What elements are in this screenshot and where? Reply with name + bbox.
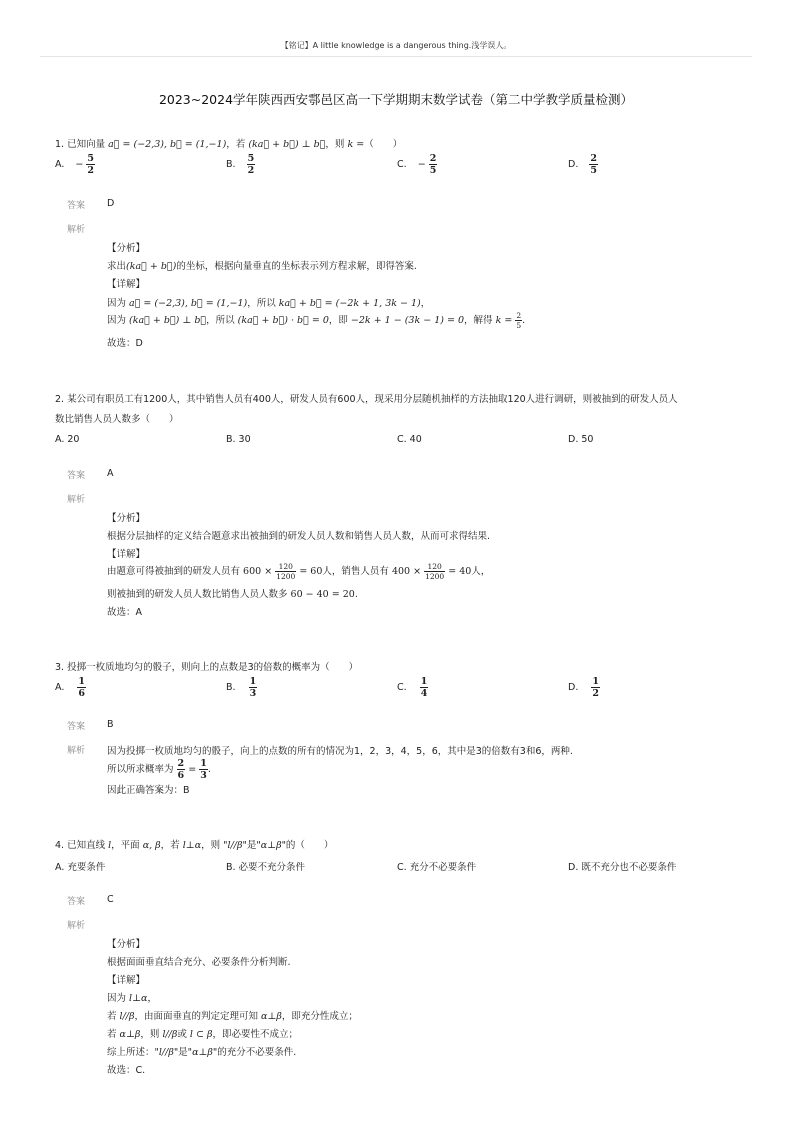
q1-analysis-line4 [107,311,525,330]
math: l [108,840,112,851]
q4-analysis-line3 [107,990,157,1004]
fraction-denominator: 6 [177,770,185,781]
text: ，则 [201,840,221,851]
fraction-denominator: 1200 [425,572,445,581]
q4-analysis-label: 解析 [67,921,86,931]
q2-option-c[interactable]: C. 40 [397,434,422,445]
q3-option-a[interactable] [55,676,86,699]
text: ， [147,993,157,1004]
q2-option-d[interactable]: D. 50 [568,434,594,445]
fraction-numerator: 5 [87,153,95,164]
q4-analysis-line1: 根据面面垂直结合充分、必要条件分析判断. [107,957,291,968]
option-sign: − [75,159,84,170]
text: 因为 [107,298,127,309]
math: l//β [162,1029,178,1040]
q2-analysis-line4 [107,586,358,600]
text: "是" [173,1047,193,1058]
q3-analysis-conclusion: 因此正确答案为：B [107,785,190,796]
fraction-numerator: 120 [275,562,296,572]
math: 60 − 40 = 20 [290,589,355,600]
q3-stem: 3. 投掷一枚质地均匀的骰子，则向上的点数是3的倍数的概率为（ ） [55,662,359,673]
text: ，即必要性不成立； [212,1029,298,1040]
option-fraction [249,676,258,699]
fraction-numerator: 1 [592,676,599,687]
text: ， [420,298,431,309]
q2-analysis-line1: 根据分层抽样的定义结合题意求出被抽到的研发人员人数和销售人员人数，从而可求得结果. [107,531,491,542]
q1-analysis-head2: 【详解】 [107,279,146,290]
math: α⊥β [119,1029,141,1040]
math: l//β [119,1011,135,1022]
math: k = [495,315,513,326]
q4-answer-label: 答案 [67,897,86,907]
q2-answer-value: A [107,468,114,479]
q1-stem-mid: ，若 [226,139,246,150]
math: l//β [158,1047,174,1058]
q4-analysis-line6 [107,1044,296,1058]
option-letter: A. [55,682,65,693]
option-fraction [86,153,95,176]
q1-stem-math2: (ka⃗ + b⃗) ⊥ b⃗ [248,139,326,150]
q3-answer-label: 答案 [67,722,86,732]
q2-analysis-line3 [107,562,490,581]
text: 所以所求概率为 [107,764,174,775]
math: −2k + 1 − (3k − 1) = 0 [350,315,465,326]
text: 综上所述：" [107,1047,159,1058]
option-letter: B. [226,159,236,170]
q1-analysis-label: 解析 [67,225,86,235]
math-fraction [199,758,208,781]
fraction-denominator: 4 [420,688,428,699]
q2-stem-line1: 2. 某公司有职员工有1200人，其中销售人员有400人，研发人员有600人，现采用分层随机抽样的方法抽取120人进行调研，则被抽到的研发人员人 [55,394,678,405]
q3-analysis-line2 [107,758,211,781]
q2-analysis-conclusion: 故选：A [107,607,142,618]
text: 4. 已知直线 [55,840,106,851]
option-letter: C. [397,682,407,693]
fraction-denominator: 6 [78,688,86,699]
q4-analysis-line5 [107,1026,298,1040]
q3-option-d[interactable] [568,676,600,699]
q3-answer-value: B [107,719,114,730]
text: ，即充分性成立； [281,1011,358,1022]
math: 400 × [391,566,422,577]
text: 的坐标，根据向量垂直的坐标表示列方程求解，即得答案. [176,261,417,272]
q4-analysis-conclusion: 故选：C. [107,1065,146,1076]
option-fraction [591,676,600,699]
math: α, β [142,840,161,851]
q4-option-d[interactable]: D. 既不充分也不必要条件 [568,862,677,873]
math: = 40 [448,566,472,577]
q4-answer-value: C [107,894,114,905]
fraction-numerator: 2 [590,153,597,164]
math: ka⃗ + b⃗ = (−2k + 1, 3k − 1) [278,298,421,309]
text: ，即 [328,315,348,326]
q1-stem-prefix: 1. 已知向量 [55,139,106,150]
q2-analysis-label: 解析 [67,495,86,505]
option-letter: C. [397,159,407,170]
math-fraction [275,562,296,581]
text: 人， [471,566,491,577]
q1-option-a[interactable] [55,153,95,176]
math: l//β [227,840,243,851]
q1-analysis-line1 [107,258,417,272]
text: 若 [107,1029,117,1040]
math: l ⊂ β [189,1029,213,1040]
q1-option-c[interactable] [397,153,437,176]
q1-option-b[interactable] [226,153,255,176]
fraction-denominator: 5 [429,165,437,176]
math: (ka⃗ + b⃗) ⊥ b⃗ [129,315,207,326]
option-fraction [77,676,86,699]
fraction-numerator: 1 [420,676,428,687]
q4-stem [55,837,333,851]
q4-option-c[interactable]: C. 充分不必要条件 [397,862,477,873]
math: (ka⃗ + b⃗) [126,261,177,272]
math: = 60 [299,566,323,577]
text: " [223,840,228,851]
q4-option-a[interactable]: A. 充要条件 [55,862,106,873]
text: . [522,315,526,326]
text: . [207,764,211,775]
q3-analysis-label: 解析 [67,746,86,756]
fraction-denominator: 5 [590,165,597,176]
q1-option-d[interactable] [568,153,598,176]
q3-option-c[interactable] [397,676,428,699]
text: 由题意可得被抽到的研发人员有 [107,566,241,577]
text: 人，销售人员有 [322,566,389,577]
fraction-numerator: 1 [200,758,207,769]
fraction-denominator: 5 [516,321,522,330]
text: ，则 [140,1029,160,1040]
fraction-denominator: 1200 [276,572,296,581]
q3-option-b[interactable] [226,676,257,699]
q1-stem-tail: （ ） [364,139,403,150]
header-motto: 【铭记】A little knowledge is a dangerous thing.浅学误人。 [280,41,512,50]
option-sign: − [417,159,426,170]
q1-stem-math3: k = [347,139,365,150]
fraction-denominator: 2 [592,688,599,699]
option-fraction [589,153,598,176]
page-title: 2023~2024学年陕西西安鄠邑区高一下学期期末数学试卷（第二中学教学质量检测） [158,92,634,107]
q1-answer-label: 答案 [67,201,86,211]
text: ，若 [160,840,180,851]
text: ，由面面垂直的判定定理可知 [134,1011,258,1022]
fraction-denominator: 2 [87,165,95,176]
fraction-denominator: 2 [247,165,255,176]
math: = [188,764,197,775]
option-letter: B. [226,682,236,693]
text: ，所以 [247,298,276,309]
q1-answer-value: D [107,198,115,209]
q2-stem-line2: 数比销售人员人数多（ ） [55,414,179,425]
text: "的（ ） [281,840,334,851]
q1-stem-math: a⃗ = (−2,3), b⃗ = (1,−1) [108,139,227,150]
header-divider [40,56,752,57]
fraction-numerator: 2 [177,758,185,769]
text: 若 [107,1011,117,1022]
q2-option-a[interactable]: A. 20 [55,434,80,445]
fraction-numerator: 2 [516,311,522,320]
text: 求出 [107,261,127,272]
option-fraction [420,676,429,699]
math: a⃗ = (−2,3), b⃗ = (1,−1) [129,298,248,309]
fraction-numerator: 120 [424,562,445,572]
q3-analysis-line1: 因为投掷一枚质地均匀的骰子，向上的点数的所有的情况为1，2，3，4，5，6，其中是3的倍数有3和6，两种. [107,746,573,757]
q1-analysis-conclusion: 故选：D [107,338,143,349]
q4-analysis-line4 [107,1008,358,1022]
fraction-denominator: 3 [200,770,207,781]
text: ，平面 [111,840,140,851]
text: "是" [242,840,261,851]
text: 则被抽到的研发人员人数比销售人员人数多 [107,589,288,600]
option-letter: D. [568,159,579,170]
text: "的充分不必要条件. [212,1047,297,1058]
math: α⊥β [260,840,282,851]
option-fraction [247,153,256,176]
math: l⊥α [182,840,202,851]
text: ，所以 [206,315,235,326]
q1-analysis-line3 [107,295,430,309]
math: α⊥β [192,1047,213,1058]
text: 或 [177,1029,187,1040]
math-fraction [177,758,186,781]
q2-analysis-head1: 【分析】 [107,513,146,524]
q4-analysis-head2: 【详解】 [107,975,146,986]
math: 600 × [243,566,273,577]
text: 因为 [107,315,127,326]
text: ，解得 [464,315,493,326]
fraction-numerator: 5 [247,153,255,164]
option-letter: D. [568,682,579,693]
q4-analysis-head1: 【分析】 [107,939,146,950]
fraction-denominator: 3 [249,688,257,699]
math: (ka⃗ + b⃗) · b⃗ = 0 [237,315,329,326]
text: 因为 [107,993,127,1004]
math: l⊥α [129,993,148,1004]
q1-stem [55,136,402,150]
text: . [354,589,358,600]
q2-answer-label: 答案 [67,471,86,481]
math-fraction [424,562,445,581]
option-letter: A. [55,159,65,170]
math: α⊥β [261,1011,282,1022]
q1-analysis-head1: 【分析】 [107,243,146,254]
fraction-numerator: 1 [249,676,257,687]
option-fraction [429,153,438,176]
q1-stem-mid2: ，则 [325,139,345,150]
q2-analysis-head2: 【详解】 [107,549,146,560]
fraction-numerator: 1 [78,676,86,687]
q2-option-b[interactable]: B. 30 [226,434,251,445]
fraction-numerator: 2 [429,153,437,164]
q4-option-b[interactable]: B. 必要不充分条件 [226,862,306,873]
